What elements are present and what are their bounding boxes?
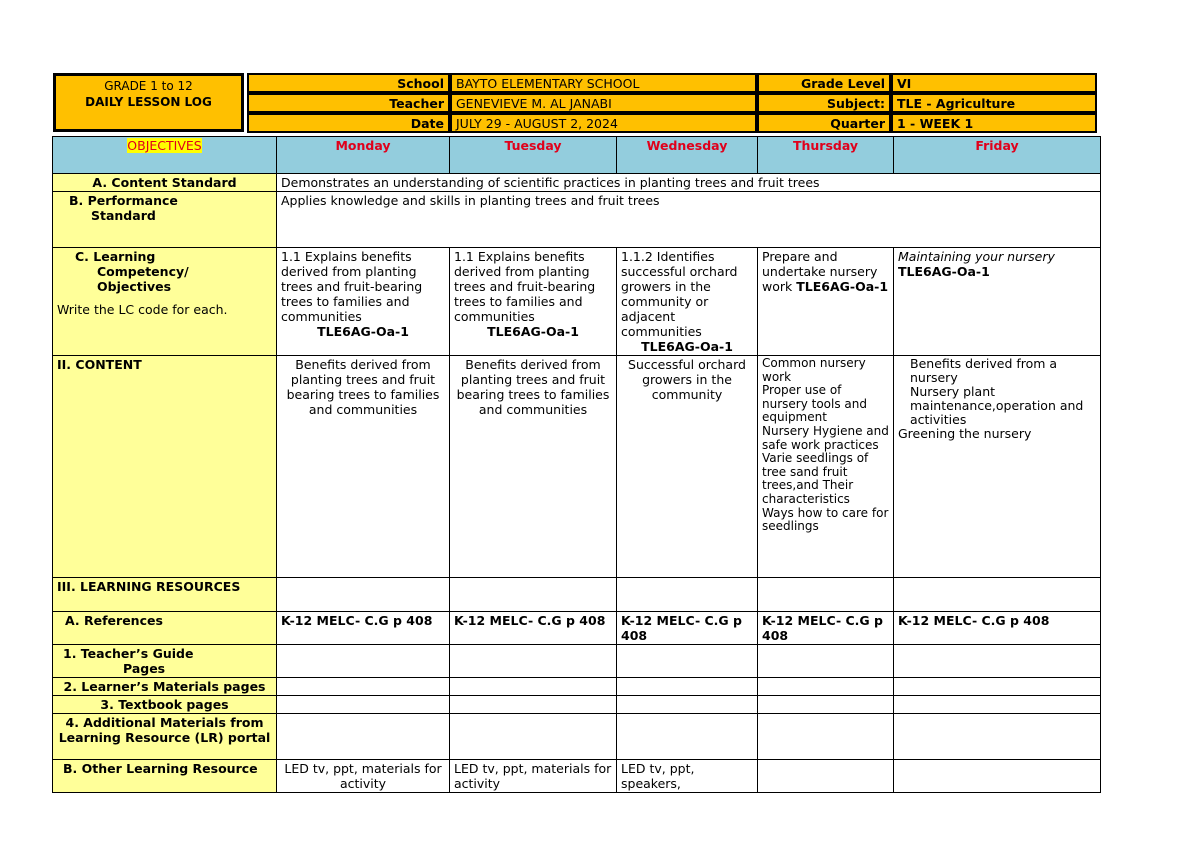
additional-materials-label: 4. Additional Materials from Learning Resource (LR) portal xyxy=(53,714,277,760)
monday-competency: 1.1 Explains benefits derived from planting trees and fruit-bearing trees to families and communities TLE6AG-Oa-1 xyxy=(277,248,450,356)
school-value: BAYTO ELEMENTARY SCHOOL xyxy=(450,73,757,93)
monday-reference: K-12 MELC- C.G p 408 xyxy=(277,612,450,645)
school-label: School xyxy=(247,73,450,93)
wednesday-content: Successful orchard growers in the community xyxy=(617,356,758,578)
tuesday-header: Tuesday xyxy=(450,137,617,174)
references-row xyxy=(53,612,1101,645)
grade-title-box xyxy=(53,73,244,132)
monday-header: Monday xyxy=(277,137,450,174)
friday-header: Friday xyxy=(894,137,1101,174)
other-resources-label: B. Other Learning Resource xyxy=(53,760,277,793)
tuesday-content: Benefits derived from planting trees and fruit bearing trees to families and communities xyxy=(450,356,617,578)
friday-competency: Maintaining your nursery TLE6AG-Oa-1 xyxy=(894,248,1101,356)
learning-competency-row xyxy=(53,248,1101,356)
thursday-header: Thursday xyxy=(758,137,894,174)
friday-reference: K-12 MELC- C.G p 408 xyxy=(894,612,1101,645)
content-row xyxy=(53,356,1101,578)
quarter-label: Quarter xyxy=(757,113,891,133)
monday-content: Benefits derived from planting trees and fruit bearing trees to families and communities xyxy=(277,356,450,578)
learners-materials-row xyxy=(53,678,1101,696)
content-standard-row xyxy=(53,174,1101,192)
learning-resources-row xyxy=(53,578,1101,612)
teachers-guide-row xyxy=(53,645,1101,678)
date-label: Date xyxy=(247,113,450,133)
teacher-value: GENEVIEVE M. AL JANABI xyxy=(450,93,757,113)
content-standard-label: A. Content Standard xyxy=(53,174,277,192)
grade-level-label: Grade Level xyxy=(757,73,891,93)
friday-content: Benefits derived from a nursery Nursery plant maintenance,operation and activities Greening the nursery xyxy=(894,356,1101,578)
header-row-teacher xyxy=(247,93,1097,113)
grade-range: GRADE 1 to 12 xyxy=(104,79,193,93)
lesson-log-page xyxy=(52,72,1100,791)
teacher-label: Teacher xyxy=(247,93,450,113)
performance-standard-text: Applies knowledge and skills in planting trees and fruit trees xyxy=(277,192,1101,248)
learning-competency-label: C. Learning Competency/ Objectives Write the LC code for each. xyxy=(53,248,277,356)
other-resources-row xyxy=(53,760,1101,793)
subject-label: Subject: xyxy=(757,93,891,113)
content-standard-text: Demonstrates an understanding of scientific practices in planting trees and fruit trees xyxy=(277,174,1101,192)
textbook-label: 3. Textbook pages xyxy=(53,696,277,714)
tuesday-competency: 1.1 Explains benefits derived from planting trees and fruit-bearing trees to families and communities TLE6AG-Oa-1 xyxy=(450,248,617,356)
thursday-reference: K-12 MELC- C.G p 408 xyxy=(758,612,894,645)
learning-resources-label: III. LEARNING RESOURCES xyxy=(53,578,277,612)
subject-value: TLE - Agriculture xyxy=(891,93,1097,113)
thursday-competency: Prepare and undertake nursery work TLE6AG-Oa-1 xyxy=(758,248,894,356)
header-row-school xyxy=(247,73,1097,93)
wednesday-competency: 1.1.2 Identifies successful orchard growers in the community or adjacent communities TLE6AG-Oa-1 xyxy=(617,248,758,356)
performance-standard-row xyxy=(53,192,1101,248)
tuesday-reference: K-12 MELC- C.G p 408 xyxy=(450,612,617,645)
textbook-row xyxy=(53,696,1101,714)
header-block xyxy=(52,72,1100,136)
monday-other-resource: LED tv, ppt, materials for activity xyxy=(277,760,450,793)
learners-materials-label: 2. Learner’s Materials pages xyxy=(53,678,277,696)
content-label: II. CONTENT xyxy=(53,356,277,578)
additional-materials-row xyxy=(53,714,1101,760)
tuesday-other-resource: LED tv, ppt, materials for activity xyxy=(450,760,617,793)
grade-level-value: VI xyxy=(891,73,1097,93)
wednesday-other-resource: LED tv, ppt, speakers, xyxy=(617,760,758,793)
objectives-header: OBJECTIVES xyxy=(53,137,277,174)
references-label: A. References xyxy=(53,612,277,645)
performance-standard-label: B. Performance Standard xyxy=(53,192,277,248)
teachers-guide-label: 1. Teacher’s Guide Pages xyxy=(53,645,277,678)
date-value: JULY 29 - AUGUST 2, 2024 xyxy=(450,113,757,133)
wednesday-header: Wednesday xyxy=(617,137,758,174)
thursday-content: Common nursery work Proper use of nursery tools and equipment Nursery Hygiene and safe work practices Varie seedlings of tree sand fruit trees,and Their characteristics Ways how to care for seedlings xyxy=(758,356,894,578)
log-title: DAILY LESSON LOG xyxy=(85,95,212,109)
lesson-table xyxy=(52,136,1101,793)
wednesday-reference: K-12 MELC- C.G p 408 xyxy=(617,612,758,645)
header-row-date xyxy=(247,113,1097,133)
column-header-row xyxy=(53,137,1101,174)
quarter-value: 1 - WEEK 1 xyxy=(891,113,1097,133)
